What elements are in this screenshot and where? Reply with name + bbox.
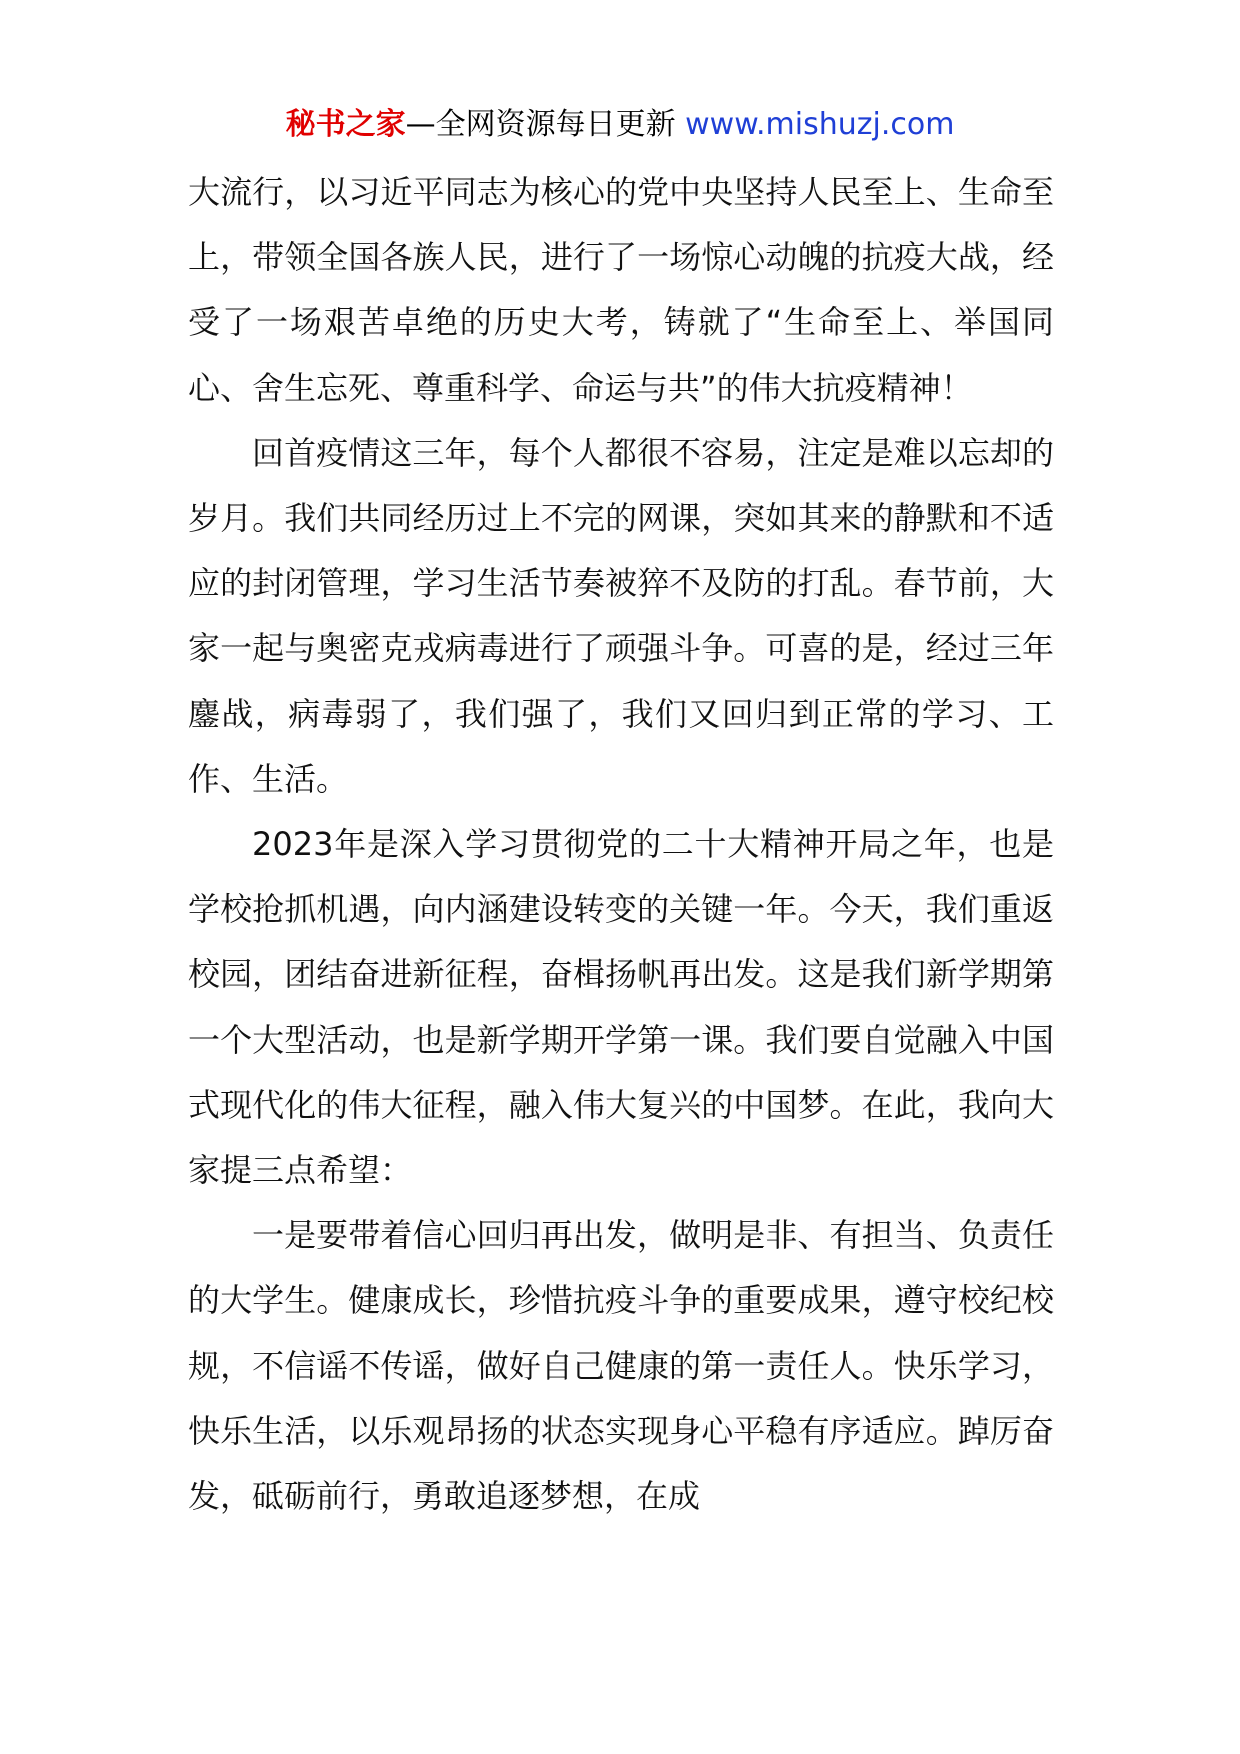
header-brand: 秘书之家	[285, 107, 406, 142]
paragraph: 2023年是深入学习贯彻党的二十大精神开局之年，也是学校抢抓机遇，向内涵建设转变的关键一年。今天，我们重返校园，团结奋进新征程，奋楫扬帆再出发。这是我们新学期第一个大型活动，也是新学期开学第一课。我们要自觉融入中国式现代化的伟大征程，融入伟大复兴的中国梦。在此，我向大家提三点希望：	[188, 825, 1054, 1190]
document-body	[188, 160, 1054, 1529]
paragraph-continuation: 大流行，以习近平同志为核心的党中央坚持人民至上、生命至上，带领全国各族人民，进行了一场惊心动魄的抗疫大战，经受了一场艰苦卓绝的历史大考，铸就了“生命至上、举国同心、舍生忘死、尊重科学、命运与共”的伟大抗疫精神！	[188, 173, 1054, 407]
header-slogan: —全网资源每日更新	[405, 107, 676, 142]
page-header	[0, 103, 1240, 147]
paragraph: 一是要带着信心回归再出发，做明是非、有担当、负责任的大学生。健康成长，珍惜抗疫斗争的重要成果，遵守校纪校规，不信谣不传谣，做好自己健康的第一责任人。快乐学习，快乐生活，以乐观昂扬的状态实现身心平稳有序适应。踔厉奋发，砥砺前行，勇敢追逐梦想，在成	[188, 1216, 1054, 1516]
header-url-link[interactable]: www.mishuzj.com	[685, 107, 955, 142]
paragraph: 回首疫情这三年，每个人都很不容易，注定是难以忘却的岁月。我们共同经历过上不完的网课，突如其来的静默和不适应的封闭管理，学习生活节奏被猝不及防的打乱。春节前，大家一起与奥密克戎病毒进行了顽强斗争。可喜的是，经过三年鏖战，病毒弱了，我们强了，我们又回归到正常的学习、工作、生活。	[188, 433, 1054, 798]
